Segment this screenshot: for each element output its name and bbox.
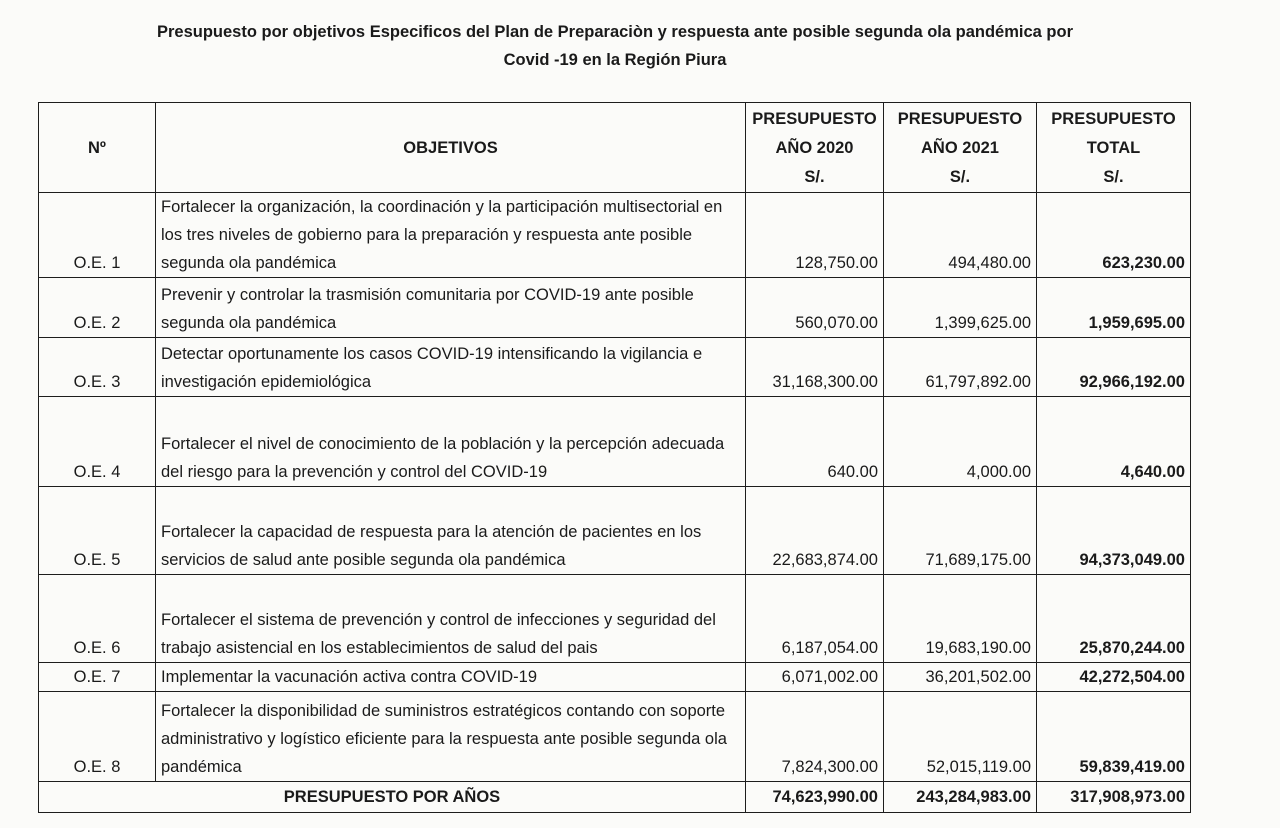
header-2021-line-2: AÑO 2021	[921, 139, 999, 157]
row-no: O.E. 1	[39, 193, 156, 278]
header-2020	[746, 103, 884, 193]
table-row	[39, 193, 1191, 278]
row-total: 42,272,504.00	[1037, 663, 1191, 692]
header-2020-line-1: PRESUPUESTO	[752, 110, 877, 128]
row-no: O.E. 5	[39, 487, 156, 575]
row-total: 59,839,419.00	[1037, 692, 1191, 782]
row-2020: 22,683,874.00	[746, 487, 884, 575]
row-2020: 6,187,054.00	[746, 575, 884, 663]
row-2020: 7,824,300.00	[746, 692, 884, 782]
row-2020: 128,750.00	[746, 193, 884, 278]
row-2020: 640.00	[746, 397, 884, 487]
footer-label: PRESUPUESTO POR AÑOS	[39, 782, 746, 813]
row-objective: Fortalecer el nivel de conocimiento de la población y la percepción adecuada del riesgo para la prevención y control del COVID-19	[156, 397, 746, 487]
table-row	[39, 692, 1191, 782]
header-objetivos: OBJETIVOS	[156, 103, 746, 193]
header-2020-line-2: AÑO 2020	[775, 139, 854, 157]
row-no: O.E. 3	[39, 338, 156, 397]
row-2021: 52,015,119.00	[884, 692, 1037, 782]
title-line-2: Covid -19 en la Región Piura	[503, 51, 727, 69]
row-total: 1,959,695.00	[1037, 278, 1191, 338]
row-no: O.E. 4	[39, 397, 156, 487]
row-total: 94,373,049.00	[1037, 487, 1191, 575]
footer-2020: 74,623,990.00	[746, 782, 884, 813]
row-2021: 1,399,625.00	[884, 278, 1037, 338]
budget-table	[38, 102, 1191, 813]
row-2020: 560,070.00	[746, 278, 884, 338]
table-row	[39, 338, 1191, 397]
header-total	[1037, 103, 1191, 193]
row-total: 623,230.00	[1037, 193, 1191, 278]
row-2021: 61,797,892.00	[884, 338, 1037, 397]
table-row	[39, 278, 1191, 338]
row-total: 4,640.00	[1037, 397, 1191, 487]
row-no: O.E. 2	[39, 278, 156, 338]
row-objective: Implementar la vacunación activa contra COVID-19	[156, 663, 746, 692]
footer-total: 317,908,973.00	[1037, 782, 1191, 813]
row-2020: 6,071,002.00	[746, 663, 884, 692]
row-no: O.E. 6	[39, 575, 156, 663]
header-2021-line-3: S/.	[949, 168, 971, 186]
header-total-line-3: S/.	[1103, 168, 1124, 186]
header-no: Nº	[39, 103, 156, 193]
row-no: O.E. 8	[39, 692, 156, 782]
row-2021: 36,201,502.00	[884, 663, 1037, 692]
row-2021: 19,683,190.00	[884, 575, 1037, 663]
footer-2021: 243,284,983.00	[884, 782, 1037, 813]
table-row	[39, 487, 1191, 575]
row-total: 92,966,192.00	[1037, 338, 1191, 397]
row-2021: 494,480.00	[884, 193, 1037, 278]
header-2020-line-3: S/.	[804, 168, 825, 186]
row-no: O.E. 7	[39, 663, 156, 692]
row-objective: Fortalecer la disponibilidad de suministros estratégicos contando con soporte administrativo y logístico eficiente para la respuesta ante posible segunda ola pandémica	[156, 692, 746, 782]
row-objective: Prevenir y controlar la trasmisión comunitaria por COVID-19 ante posible segunda ola pandémica	[156, 278, 746, 338]
header-2021-line-1: PRESUPUESTO	[897, 110, 1023, 128]
row-2021: 71,689,175.00	[884, 487, 1037, 575]
row-total: 25,870,244.00	[1037, 575, 1191, 663]
table-footer-row	[39, 782, 1191, 813]
header-2021	[884, 103, 1037, 193]
row-objective: Fortalecer el sistema de prevención y control de infecciones y seguridad del trabajo asistencial en los establecimientos de salud del pais	[156, 575, 746, 663]
row-objective: Detectar oportunamente los casos COVID-19 intensificando la vigilancia e investigación epidemiológica	[156, 338, 746, 397]
row-2021: 4,000.00	[884, 397, 1037, 487]
title-line-1: Presupuesto por objetivos Especificos del Plan de Preparaciòn y respuesta ante posible segunda ola pandémica por	[156, 23, 1074, 41]
row-objective: Fortalecer la capacidad de respuesta para la atención de pacientes en los servicios de salud ante posible segunda ola pandémica	[156, 487, 746, 575]
table-row	[39, 397, 1191, 487]
table-row	[39, 663, 1191, 692]
row-2020: 31,168,300.00	[746, 338, 884, 397]
header-total-line-1: PRESUPUESTO	[1051, 110, 1176, 128]
table-row	[39, 575, 1191, 663]
row-objective: Fortalecer la organización, la coordinación y la participación multisectorial en los tres niveles de gobierno para la preparación y respuesta ante posible segunda ola pandémica	[156, 193, 746, 278]
document-title	[60, 18, 1170, 74]
header-total-line-2: TOTAL	[1086, 139, 1141, 157]
